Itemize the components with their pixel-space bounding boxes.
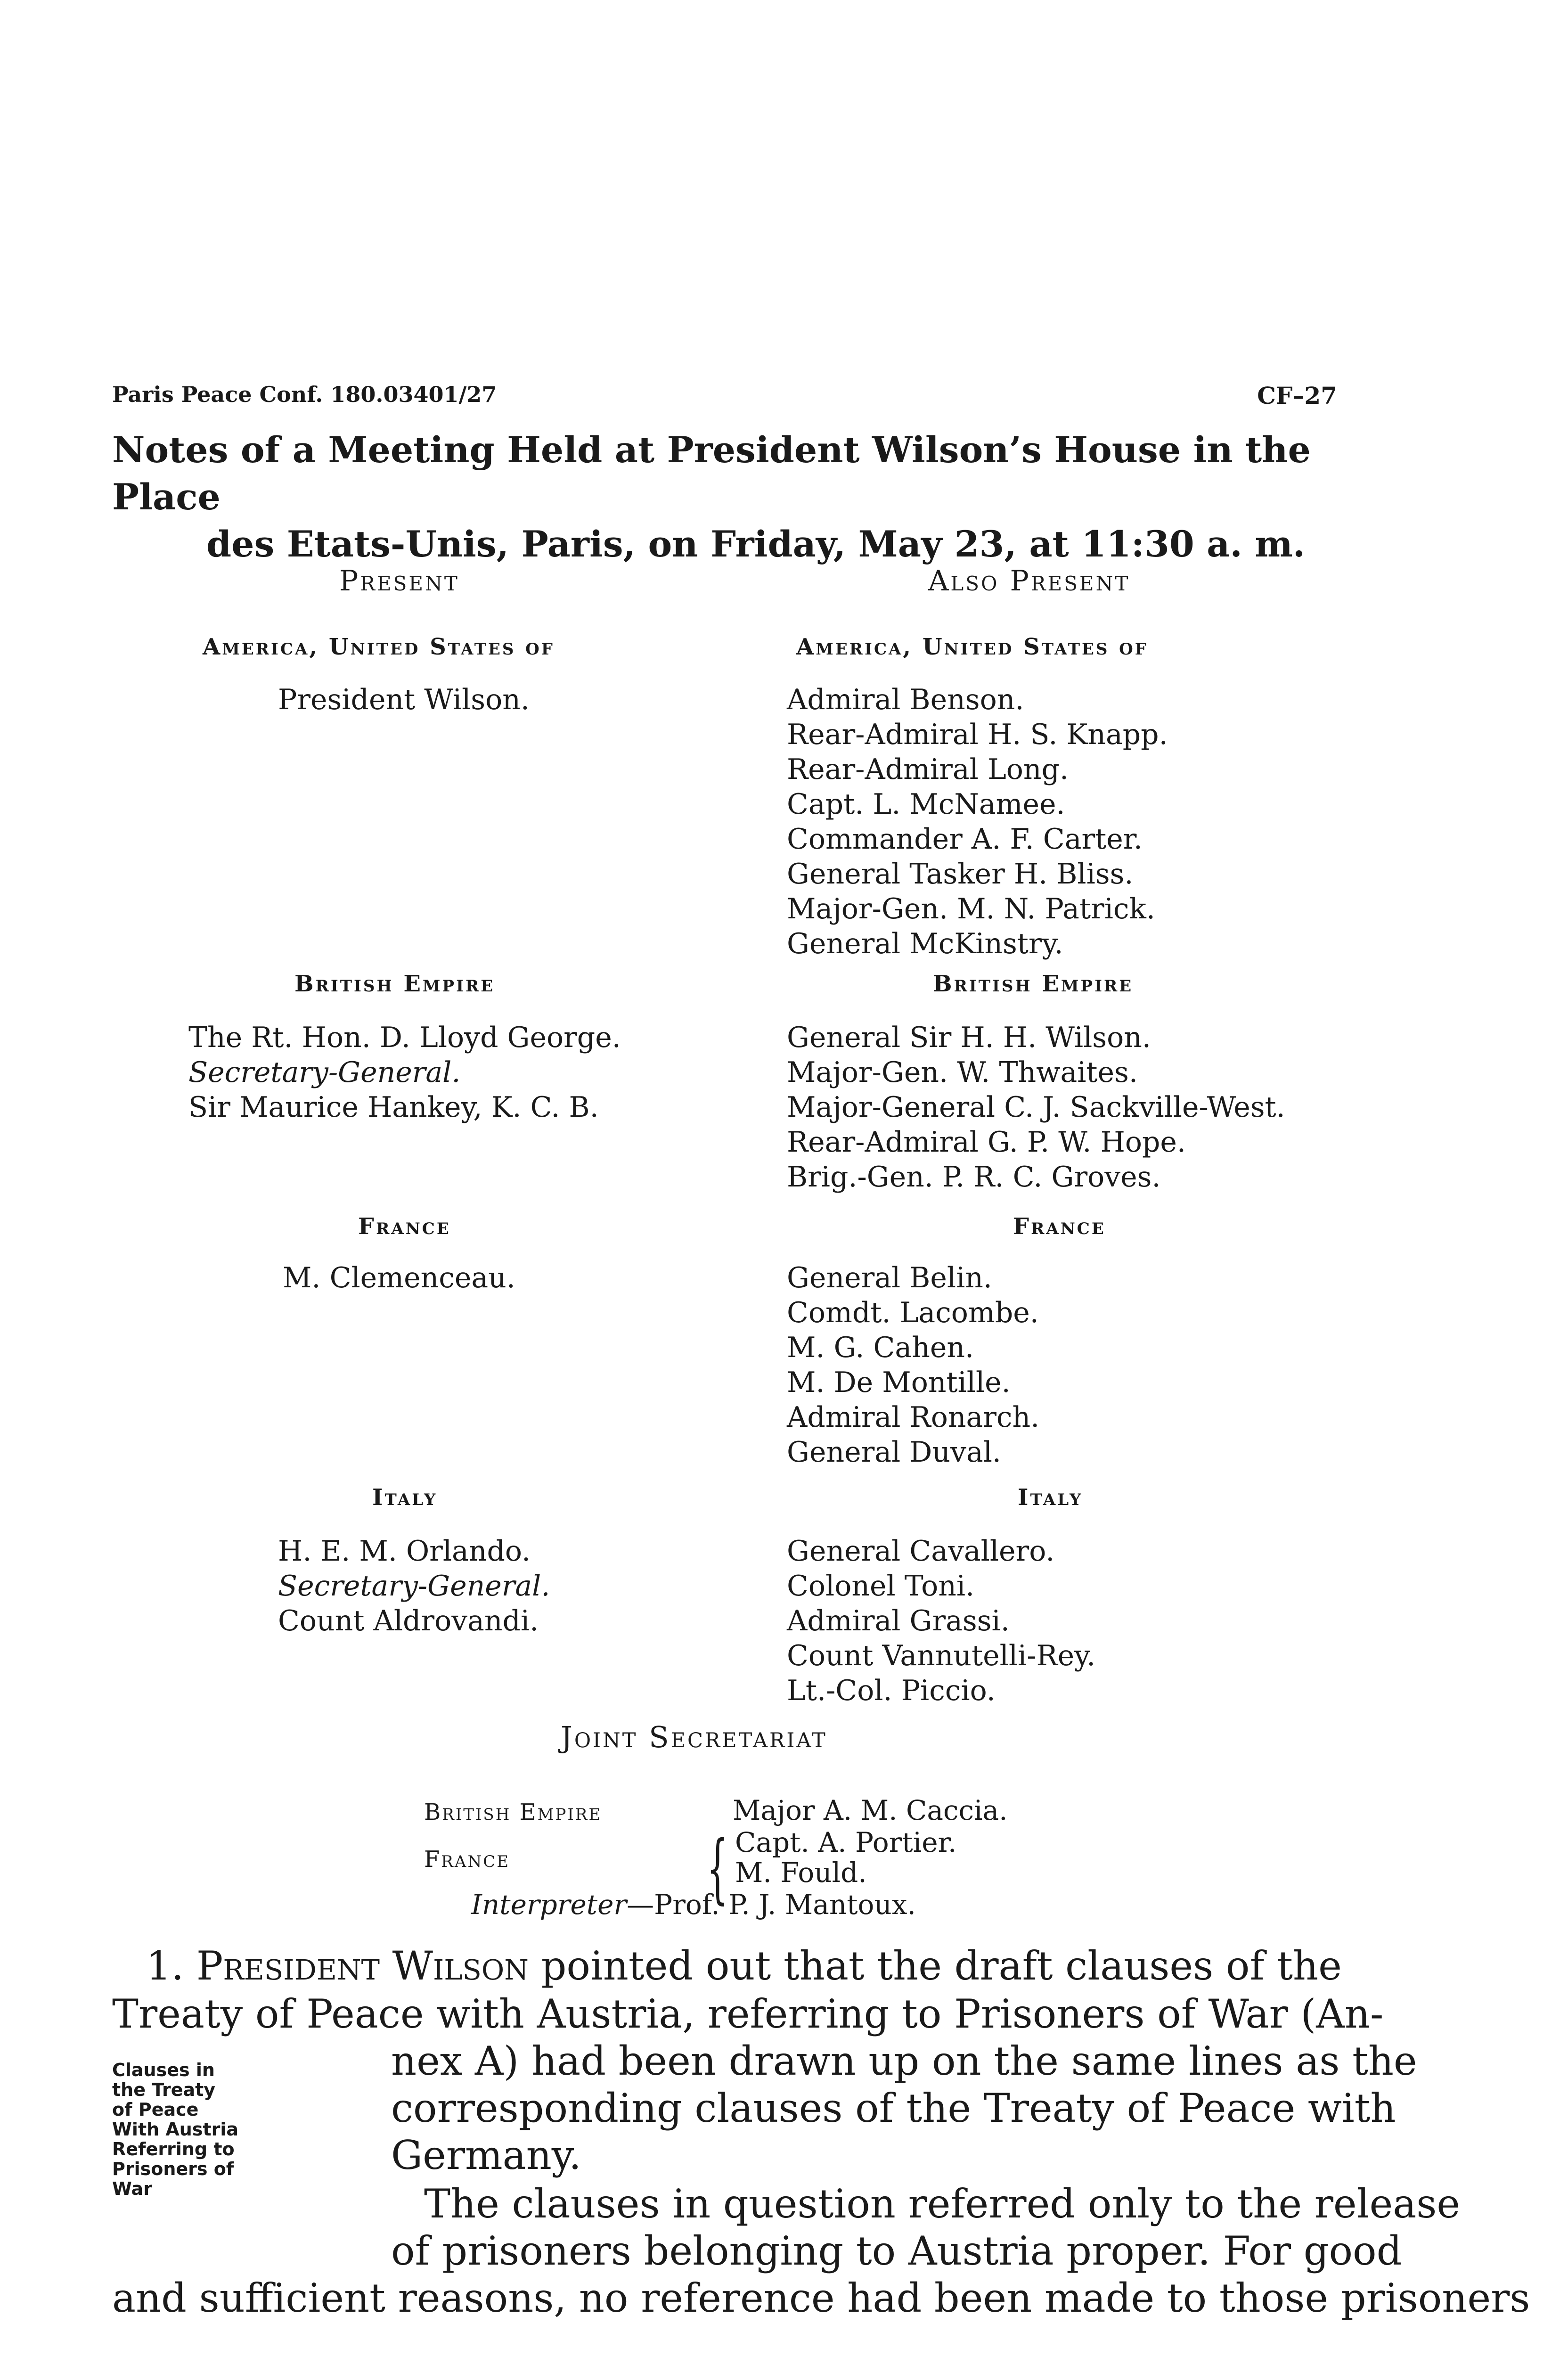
body-line-8: and sufficient reasons, no reference had been made to those prisoners: [112, 2275, 1530, 2321]
attendee: General Belin.: [787, 1261, 992, 1294]
attendee: M. G. Cahen.: [787, 1331, 974, 1364]
marginal-note: Clauses in the Treaty of Peace With Austria Referring to Prisoners of War: [112, 2060, 239, 2199]
also-france-list: [787, 1260, 1039, 1470]
attendee: The Rt. Hon. D. Lloyd George.: [188, 1021, 621, 1054]
attendee: Major-Gen. M. N. Patrick.: [787, 892, 1155, 925]
attendee: Brig.-Gen. P. R. C. Groves.: [787, 1161, 1161, 1194]
attendee: General McKinstry.: [787, 927, 1063, 960]
interpreter-name: —Prof. P. J. Mantoux.: [627, 1889, 916, 1921]
also-group-italy: Italy: [1018, 1484, 1083, 1511]
present-america-list: [278, 682, 530, 717]
attendee: Comdt. Lacombe.: [787, 1296, 1039, 1329]
present-group-italy: Italy: [372, 1484, 438, 1511]
attendee-role: Secretary-General.: [188, 1056, 461, 1089]
attendee-role: Secretary-General.: [278, 1570, 550, 1603]
title-line-1: Notes of a Meeting Held at President Wilson’s House in the Place: [112, 429, 1311, 518]
attendee: Major-Gen. W. Thwaites.: [787, 1056, 1138, 1089]
also-group-america: America, United States of: [796, 634, 1148, 660]
joint-france-member: Capt. A. Portier.: [735, 1826, 957, 1858]
body-line-4: corresponding clauses of the Treaty of Peace with: [391, 2085, 1396, 2131]
body-line-7: of prisoners belonging to Austria proper. For good: [391, 2228, 1402, 2274]
body-line-5: Germany.: [391, 2132, 581, 2178]
also-italy-list: [787, 1534, 1095, 1708]
attendee: Count Vannutelli-Rey.: [787, 1639, 1096, 1672]
attendee: General Cavallero.: [787, 1535, 1055, 1568]
also-british-list: [787, 1020, 1285, 1194]
present-france-list: [283, 1260, 515, 1295]
speaker-name: President Wilson: [196, 1943, 529, 1989]
attendee: Sir Maurice Hankey, K. C. B.: [188, 1091, 599, 1124]
attendee: Commander A. F. Carter.: [787, 823, 1143, 856]
interpreter-line: [471, 1889, 916, 1921]
attendee: General Sir H. H. Wilson.: [787, 1021, 1151, 1054]
attendee: Capt. L. McNamee.: [787, 788, 1065, 821]
present-group-france: France: [358, 1213, 451, 1240]
attendee: Admiral Grassi.: [787, 1604, 1010, 1637]
also-america-list: [787, 682, 1168, 961]
present-group-british: British Empire: [294, 971, 495, 997]
attendee: Lt.-Col. Piccio.: [787, 1674, 996, 1707]
document-code: CF–27: [1257, 382, 1337, 409]
attendee: Rear-Admiral Long.: [787, 753, 1069, 786]
attendee: M. Clemenceau.: [283, 1261, 515, 1294]
attendee: Rear-Admiral H. S. Knapp.: [787, 718, 1168, 751]
body-line-2: Treaty of Peace with Austria, referring to Prisoners of War (An-: [112, 1991, 1384, 2037]
joint-france-member: M. Fould.: [735, 1857, 867, 1889]
joint-british-label: British Empire: [424, 1799, 602, 1825]
attendee: Major-General C. J. Sackville-West.: [787, 1091, 1285, 1124]
attendee: Admiral Benson.: [787, 683, 1024, 716]
body-line-1: 1. President Wilson pointed out that the draft clauses of the: [146, 1943, 1342, 1989]
attendee: Admiral Ronarch.: [787, 1401, 1040, 1434]
joint-british-member: Major A. M. Caccia.: [733, 1794, 1008, 1826]
present-italy-list: [278, 1534, 550, 1638]
body-line-6: The clauses in question referred only to the release: [424, 2181, 1461, 2227]
body-line-3: nex A) had been drawn up on the same lines as the: [391, 2038, 1417, 2084]
title-line-2: des Etats-Unis, Paris, on Friday, May 23, at 11:30 a. m.: [206, 523, 1306, 565]
attendee: Count Aldrovandi.: [278, 1604, 539, 1637]
attendee: M. De Montille.: [787, 1366, 1011, 1399]
also-group-british: British Empire: [933, 971, 1134, 997]
attendee: Colonel Toni.: [787, 1570, 975, 1603]
present-group-america: America, United States of: [203, 634, 555, 660]
present-heading: Present: [339, 564, 459, 597]
attendee: H. E. M. Orlando.: [278, 1535, 531, 1568]
brace-symbol: {: [707, 1824, 728, 1912]
attendee: Rear-Admiral G. P. W. Hope.: [787, 1126, 1186, 1159]
also-group-france: France: [1013, 1213, 1106, 1240]
attendee: General Tasker H. Bliss.: [787, 858, 1134, 891]
attendee: President Wilson.: [278, 683, 530, 716]
attendee: General Duval.: [787, 1436, 1001, 1469]
also-present-heading: Also Present: [928, 564, 1130, 597]
interpreter-label: Interpreter: [471, 1889, 627, 1921]
present-british-list: [188, 1020, 621, 1125]
joint-france-label: France: [424, 1846, 510, 1873]
meeting-title: [112, 426, 1347, 568]
joint-secretariat-heading: Joint Secretariat: [561, 1720, 827, 1754]
document-reference: Paris Peace Conf. 180.03401/27: [112, 382, 497, 407]
